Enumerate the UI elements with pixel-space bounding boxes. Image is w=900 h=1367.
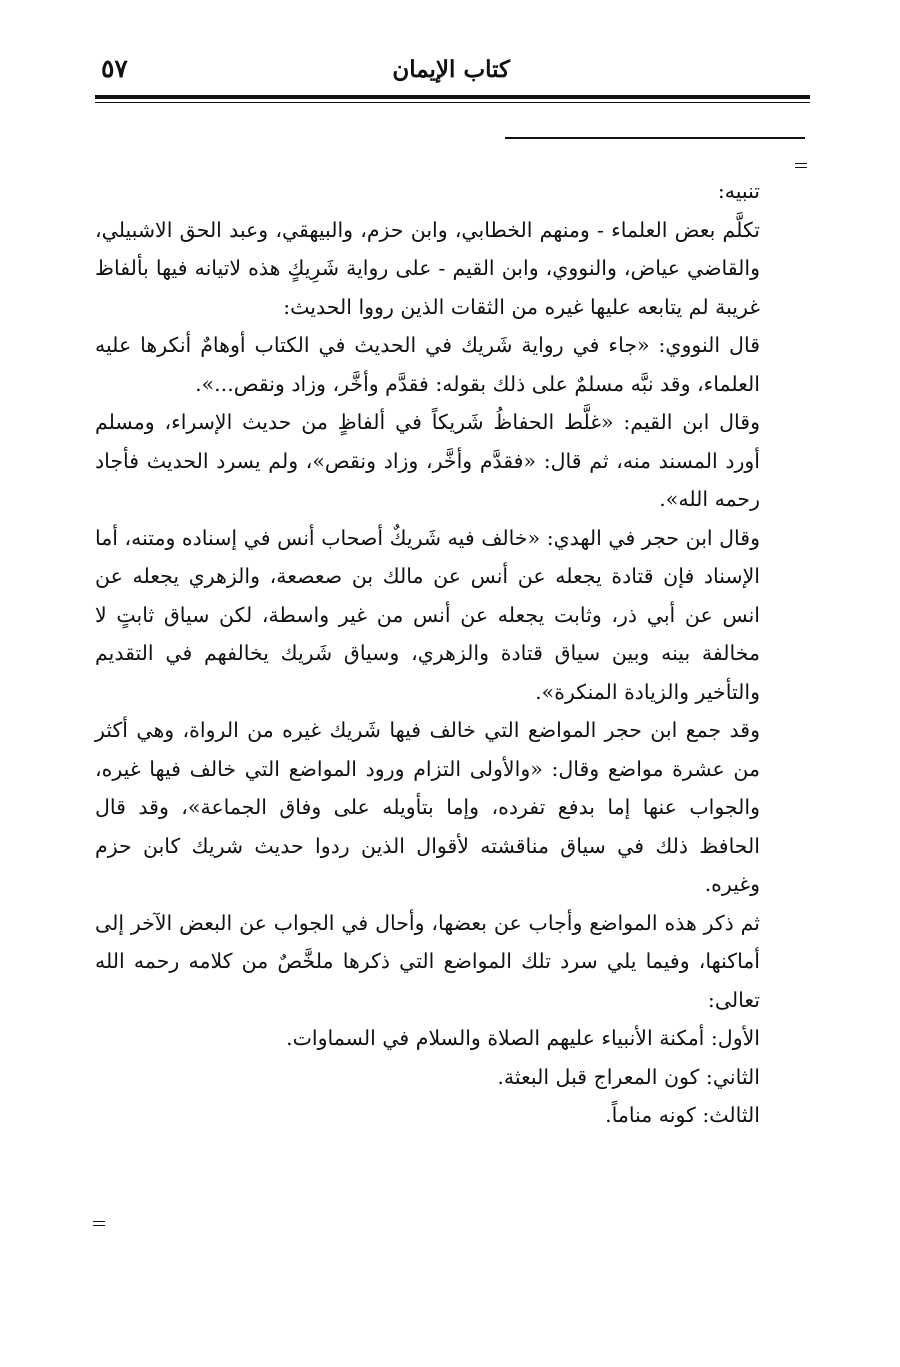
section-heading: تنبيه: [717,179,760,203]
margin-mark-top [795,163,807,168]
header-rule-thick [95,95,810,99]
paragraph: تكلَّم بعض العلماء - ومنهم الخطابي، وابن حزم، والبيهقي، وعبد الحق الاشبيلي، والقاضي عياض، والنووي، وابن القيم - على رواية شَرِيكٍ هذه لاتيانه فيها بألفاظ غريبة لم يتابعه عليها غيره من الثقات الذين رووا الحديث: [95,217,760,319]
page-header [95,52,810,96]
running-title: كتاب الإيمان [392,56,510,83]
margin-mark-bottom [93,1221,105,1226]
paragraph: قال النووي: «جاء في رواية شَريك في الحديث في الكتاب أوهامٌ أنكرها عليه العلماء، وقد نبَّه مسلمٌ على ذلك بقوله: فقدَّم وأخَّر، وزاد ونقص...». [95,333,760,396]
main-text [95,172,760,1135]
page-number: ٥٧ [101,54,128,83]
paragraph: وقال ابن القيم: «غلَّط الحفاظُ شَريكاً في ألفاظٍ من حديث الإسراء، ومسلم أورد المسند منه، ثم قال: «فقدَّم وأخَّر، وزاد ونقص»، ولم يسرد الحديث فأجاد رحمه الله». [95,410,760,511]
paragraph: ثم ذكر هذه المواضع وأجاب عن بعضها، وأحال في الجواب عن البعض الآخر إلى أماكنها، وفيما يلي سرد تلك المواضع التي ذكرها ملخَّصٌ من كلامه رحمه الله تعالى: [95,910,760,1012]
header-rule-thin [95,102,810,103]
list-item: الثالث: كونه مناماً. [605,1103,760,1127]
paragraph: وقال ابن حجر في الهدي: «خالف فيه شَريكٌ أصحاب أنس في إسناده ومتنه، أما الإسناد فإن قتادة يجعله عن أنس عن مالك بن صعصعة، والزهري يجعله عن انس عن أبي ذر، وثابت يجعله عن أنس من غير واسطة، لكن سياق ثابتٍ لا مخالفة بينه وبين سياق قتادة والزهري، وسياق شَريك يخالفهم في التقديم والتأخير والزيادة المنكرة». [95,525,760,704]
list-item: الثاني: كون المعراج قبل البعثة. [497,1064,760,1089]
list-item: الأول: أمكنة الأنبياء عليهم الصلاة والسلام في السماوات. [286,1026,760,1050]
paragraph: وقد جمع ابن حجر المواضع التي خالف فيها شَريك غيره من الرواة، وهي أكثر من عشرة مواضع وقال: «والأولى التزام ورود المواضع التي خالف فيها غيره، والجواب عنها إما بدفع تفرده، وإما بتأويله على وفاق الجماعة»، وقد قال الحافظ ذلك في سياق مناقشته لأقوال الذين ردوا حديث شريك كابن حزم وغيره. [95,718,760,896]
footnote-separator-rule [505,137,805,139]
